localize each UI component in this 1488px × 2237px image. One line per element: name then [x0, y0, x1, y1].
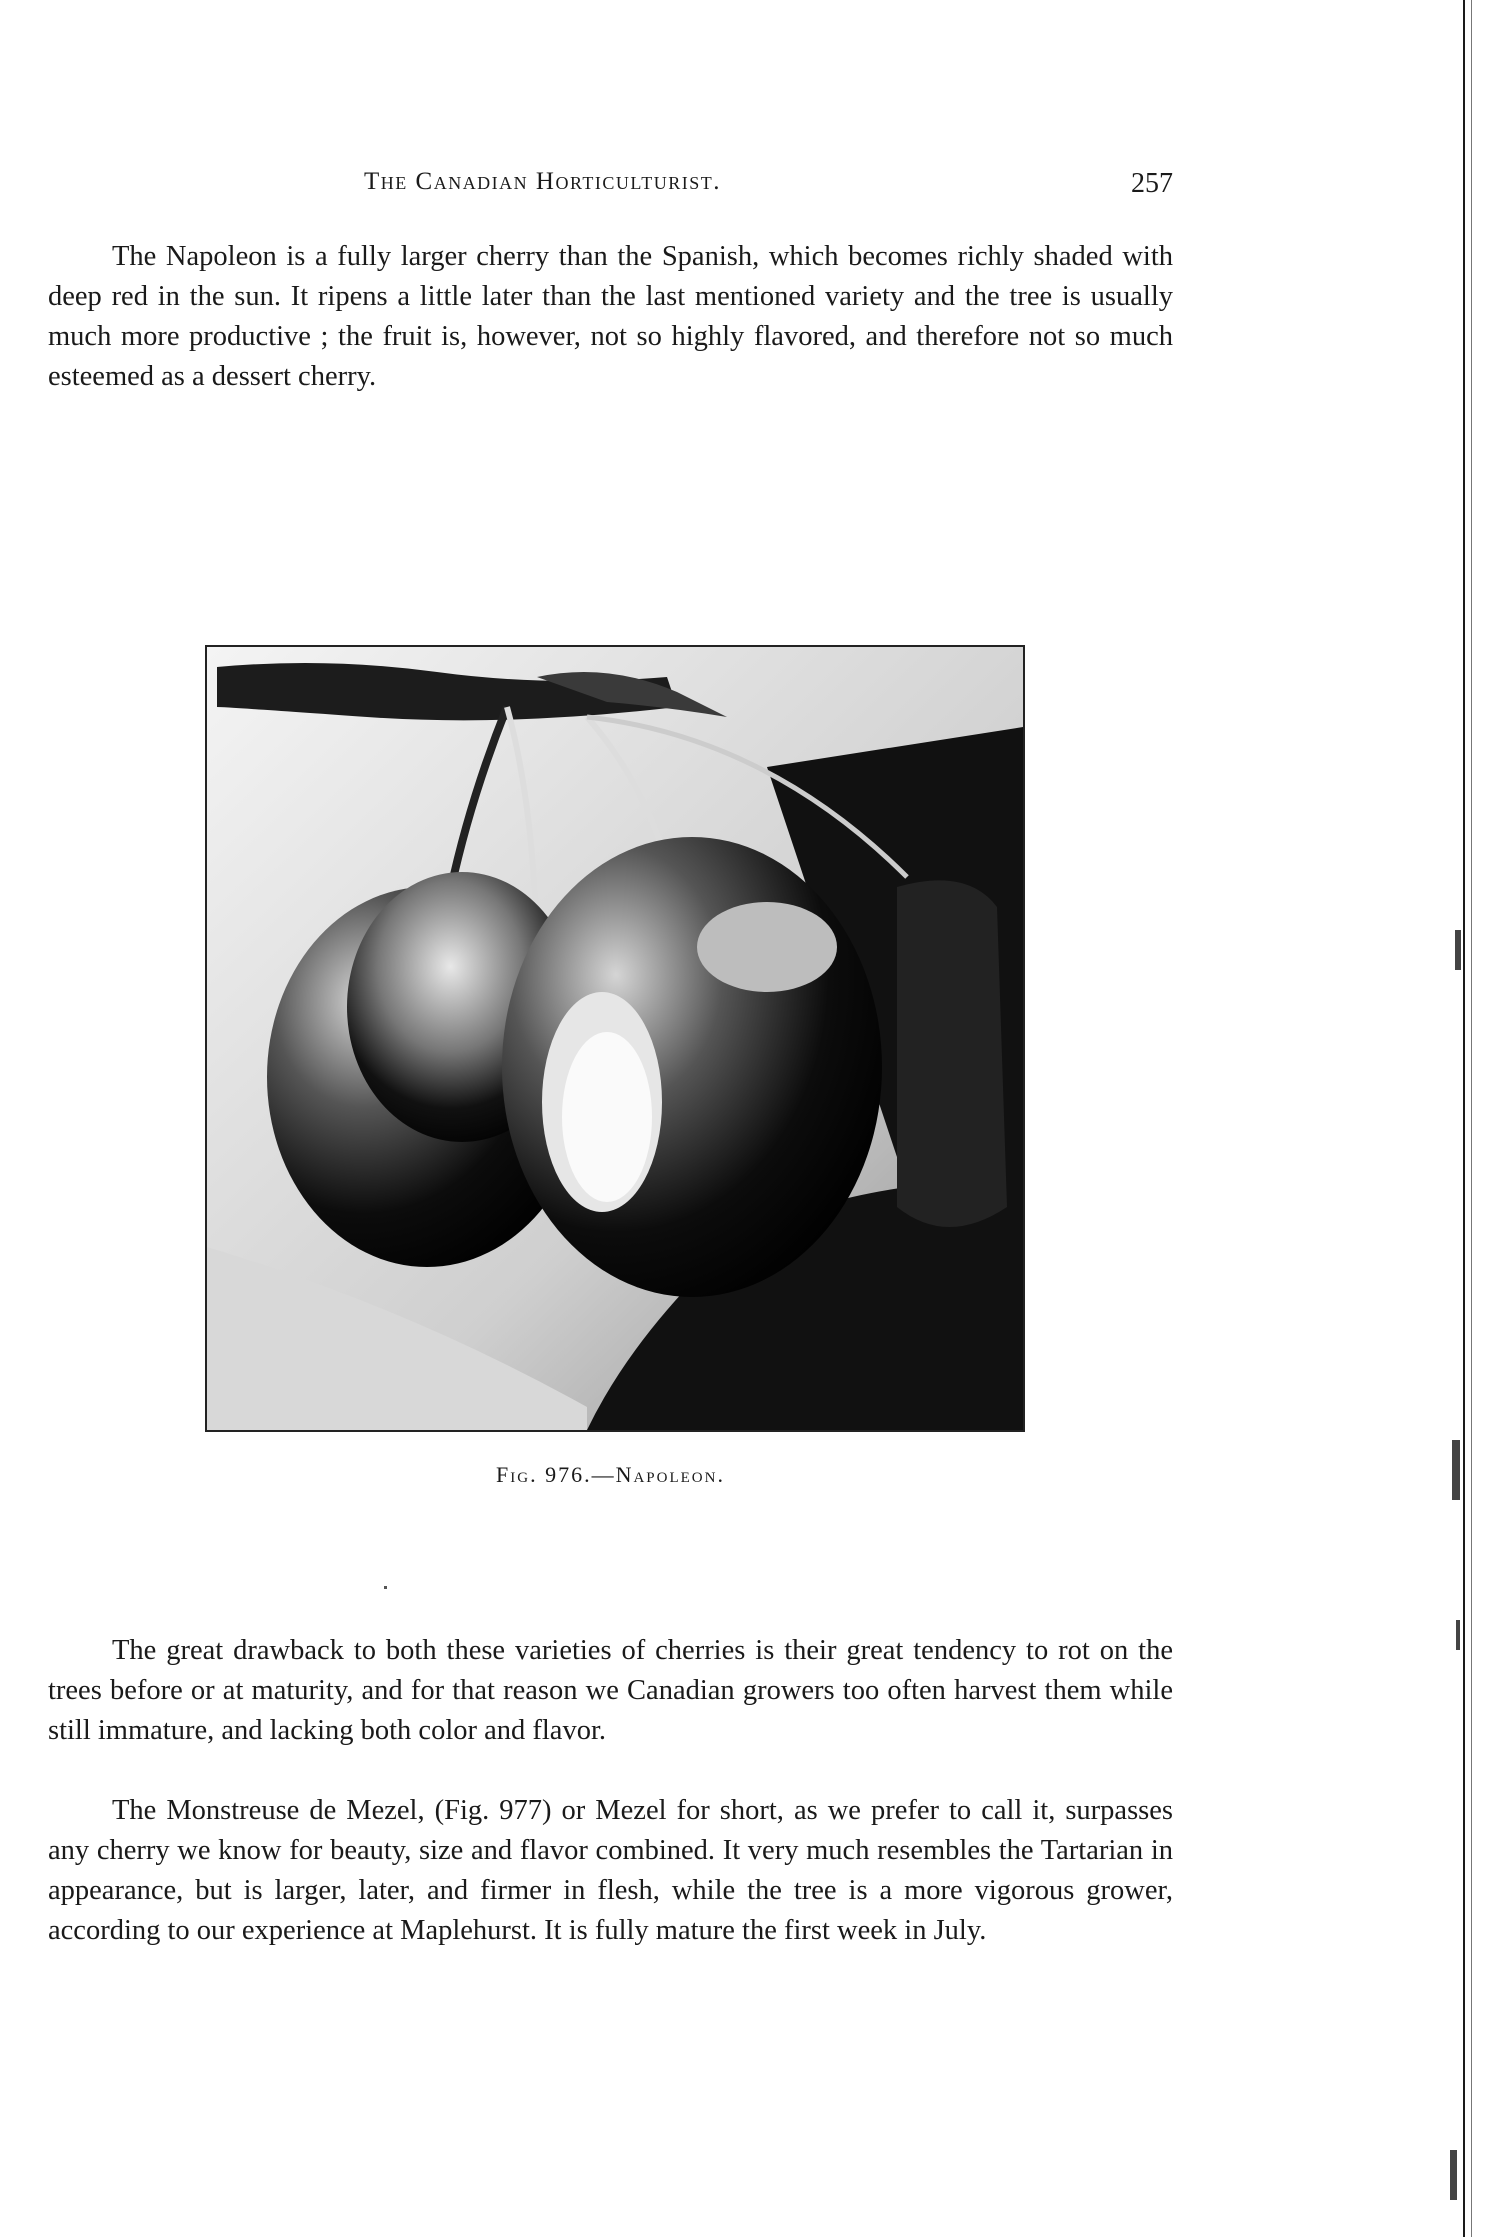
paragraph-mezel: The Monstreuse de Mezel, (Fig. 977) or Mezel for short, as we prefer to call it, surpasses any cherry we know for beauty, size and flavor combined. It very much resembles the Tartarian in appearance, but is larger, later, and firmer in flesh, while the tree is a more vigorous grower, according to our experience at Maplehurst. It is fully mature the first week in July. — [48, 1795, 1173, 1946]
paragraph-drawback: The great drawback to both these varieties of cherries is their great tendency to rot on the trees before or at maturity, and for that reason we Canadian growers too often harvest them while still immature, and lacking both color and flavor. — [48, 1635, 1173, 1746]
scan-speck — [1455, 930, 1461, 970]
paragraph-napoleon: The Napoleon is a fully larger cherry than the Spanish, which becomes richly shaded with deep red in the sun. It ripens a little later than the last mentioned variety and the tree is usually much more productive ; the fruit is, however, not so highly flavored, and therefore not so much esteemed as a dessert cherry. — [48, 241, 1173, 392]
figure-caption: Fig. 976.—Napoleon. — [496, 1462, 725, 1487]
scan-speck — [1456, 1620, 1460, 1650]
scan-edge-line-inner — [1471, 0, 1472, 2237]
page-header — [48, 168, 1173, 208]
figure-napoleon-cherries — [205, 645, 1025, 1432]
stray-mark — [384, 1586, 387, 1589]
cherry-illustration — [207, 647, 1023, 1430]
page-number: 257 — [1131, 168, 1173, 199]
scan-speck — [1452, 1440, 1460, 1500]
running-title: The Canadian Horticulturist. — [364, 168, 721, 195]
scan-edge-line — [1463, 0, 1465, 2237]
scan-speck — [1450, 2150, 1457, 2200]
